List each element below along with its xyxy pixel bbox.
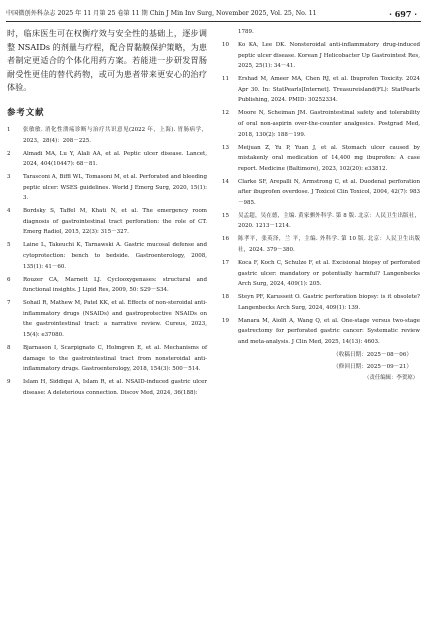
reference-text: 张敏敏. 消化性溃疡诊断与治疗共识意见(2022 年，上海). 胃肠病学，2023，28(4)：208－225. bbox=[23, 126, 207, 144]
reference-text: Almadi MA, Lu Y, Alali AA, et al. Peptic ulcer disease. Lancet, 2024, 404(10447): 68－81. bbox=[23, 150, 207, 168]
reference-number: 4 bbox=[7, 208, 11, 215]
reference-item bbox=[222, 292, 420, 313]
reference-number: 6 bbox=[7, 276, 11, 283]
reference-text: Bordsky S, Taffel M, Khati N, et al. The emergency room diagnosis of gastrointestinal tract perforation: the role of CT. Emerg Radiol, 2015, 22(3): 315－327. bbox=[23, 208, 207, 236]
reference-item bbox=[222, 108, 420, 140]
right-column bbox=[222, 27, 420, 384]
reference-text: Moore N, Scheiman JM. Gastrointestinal safety and tolerability of oral non-aspirin over-the-counter analgesics. Postgrad Med, 2018, 130(2): 188－199. bbox=[238, 110, 420, 138]
reference-text: 陈孝平，张英泽，兰 平，主编. 外科学. 第 10 版. 北京：人民卫生出版社，2024. 379－380. bbox=[238, 236, 420, 254]
reference-number: 10 bbox=[222, 41, 229, 48]
reference-number: 15 bbox=[222, 212, 229, 219]
reference-item bbox=[222, 234, 420, 255]
header-divider bbox=[6, 21, 421, 22]
reference-item bbox=[7, 149, 207, 170]
reference-text: Steyn PF, Karusseit O. Gastric perforation biopsy: is it obsolete? Langenbecks Arch Surg, 2024, 409(1): 139. bbox=[238, 294, 420, 311]
reference-item bbox=[7, 275, 207, 296]
reference-text: Laine L, Takeuchi K, Tarnawski A. Gastric mucosal defense and cytoprotection: bench to bedside. Gastroenterology, 2008, 135(1): 41－60. bbox=[23, 242, 207, 270]
reference-item bbox=[7, 377, 207, 398]
reference-text: Koca F, Koch C, Schulze F, et al. Excisional biopsy of perforated gastric ulcer: mandatory or potentially harmful? Langenbecks Arch Surg, 2024, 409(1): 205. bbox=[238, 260, 420, 288]
running-header bbox=[6, 8, 421, 20]
reference-text: Manara M, Aiolfi A, Wang Q, et al. One-stage versus two-stage gastrectomy for perforated gastric cancer: Systematic review and meta-analysis. J Clin Med, 2025, 14(13): 4603. bbox=[238, 317, 420, 345]
reference-number: 3 bbox=[7, 174, 11, 181]
reference-text: Sohail R, Mathew M, Patel KK, et al. Effects of non-steroidal anti-inflammatory drugs (NSAIDs) and gastroprotective NSAIDs on the gastrointestinal tract: a narrative review. Cureus, 2023, 15(4): e37080. bbox=[23, 300, 207, 338]
reference-number: 2 bbox=[7, 150, 11, 157]
reference-number: 9 bbox=[7, 379, 11, 386]
reference-text: Ershad M, Ameer MA, Chen RJ, et al. Ibuprofen Toxicity. 2024 Apr 30. In: StatPearls[Internet]. Treasureisland(FL): StatPearls Publishing, 2024. PMID: 30252334. bbox=[238, 76, 420, 104]
body-paragraph: 时，临床医生可在权衡疗效与安全性的基础上，逐步调整 NSAIDs 的剂量与疗程，配合胃黏膜保护策略，为患者制定更适合的个体化用药方案。若能进一步研发胃肠耐受性更佳的替代药物，或可为患者带来更安心的治疗体验。 bbox=[7, 28, 207, 93]
reference-item bbox=[222, 177, 420, 209]
reference-number: 17 bbox=[222, 260, 229, 266]
reference-list-left bbox=[7, 125, 207, 398]
reference-number: 19 bbox=[222, 317, 229, 324]
page-number: · 697 · bbox=[389, 9, 417, 19]
revised-date: （修回日期：2025－09－21） bbox=[333, 363, 412, 370]
reference-item bbox=[7, 240, 207, 272]
references-heading: 参考文献 bbox=[7, 106, 45, 117]
reference-item bbox=[7, 172, 207, 204]
reference-number: 5 bbox=[7, 242, 11, 249]
reference-item bbox=[222, 40, 420, 72]
reference-text: Tarasconi A, Biffl WL, Tomasoni M, et al. Perforated and bleeding peptic ulcer: WSES guidelines. World J Emerg Surg, 2020, 15(1): 3. bbox=[23, 174, 207, 202]
reference-item bbox=[222, 211, 420, 232]
left-column bbox=[7, 27, 207, 401]
reference-text: Rouzer CA, Marnett LJ. Cyclooxygenases: structural and functional insights. J Lipid Res, 2009, 50: S29－S34. bbox=[23, 276, 207, 294]
reference-item bbox=[7, 125, 207, 146]
reference-text: Bjarnason I, Scarpignato C, Holmgren E, et al. Mechanisms of damage to the gastrointestinal tract from nonsteroidal anti-inflammatory drugs. Gastroenterology, 2018, 154(3): 500－514. bbox=[23, 344, 207, 373]
reference-item bbox=[7, 298, 207, 340]
reference-number: 18 bbox=[222, 294, 229, 301]
reference-number: 13 bbox=[222, 144, 229, 151]
reference-item bbox=[7, 206, 207, 238]
reference-item bbox=[222, 258, 420, 290]
reference-continuation: 1789. bbox=[238, 29, 254, 35]
reference-number: 7 bbox=[7, 300, 11, 307]
reference-text: Ko KA, Lee DK. Nonsteroidal anti-inflammatory drug-induced peptic ulcer disease. Korean J Helicobacter Up Gastrointest Res, 2025, 25(1): 34－41. bbox=[238, 41, 420, 70]
reference-text: 吴孟超，吴在德，主编. 黄家驷外科学. 第 8 版. 北京：人民卫生出版社，2020. 1213－1214. bbox=[238, 212, 420, 230]
reference-number: 14 bbox=[222, 178, 229, 185]
reference-item bbox=[7, 343, 207, 375]
reference-number: 11 bbox=[222, 76, 229, 83]
reference-text: Clarke SF, Arepalli N, Armstrong C, et al. Duodenal perforation after ibuprofen overdose. J Toxicol Clin Toxicol, 2004, 42(7): 983－985. bbox=[238, 178, 420, 206]
reference-item bbox=[222, 143, 420, 175]
reference-number: 12 bbox=[222, 110, 229, 117]
reference-number: 16 bbox=[222, 236, 229, 243]
reference-number: 1 bbox=[7, 126, 11, 133]
reference-item bbox=[222, 316, 420, 348]
responsible-editor: （责任编辑：李贺琼） bbox=[364, 374, 418, 381]
reference-list-right bbox=[222, 40, 420, 348]
reference-text: Meijuan Z, Yu P, Yuan J, et al. Stomach ulcer caused by mistakenly oral medication of 14,400 mg ibuprofen: A case report. Medicine (Baltimore), 2023, 102(20): e33812. bbox=[238, 144, 420, 172]
reference-number: 8 bbox=[7, 344, 11, 351]
reference-item bbox=[222, 74, 420, 106]
reference-text: Islam H, Siddiqui A, Islam R, et al. NSAID-induced gastric ulcer disease: A deleterious connection. Discov Med, 2024, 36(188): bbox=[23, 379, 207, 396]
journal-citation-line: 中国微创外科杂志 2025 年 11 月第 25 卷第 11 期 Chin J Min Inv Surg, November 2025, Vol. 25, No. 11 bbox=[6, 10, 317, 17]
received-date: （收稿日期：2025－08－06） bbox=[333, 351, 412, 358]
